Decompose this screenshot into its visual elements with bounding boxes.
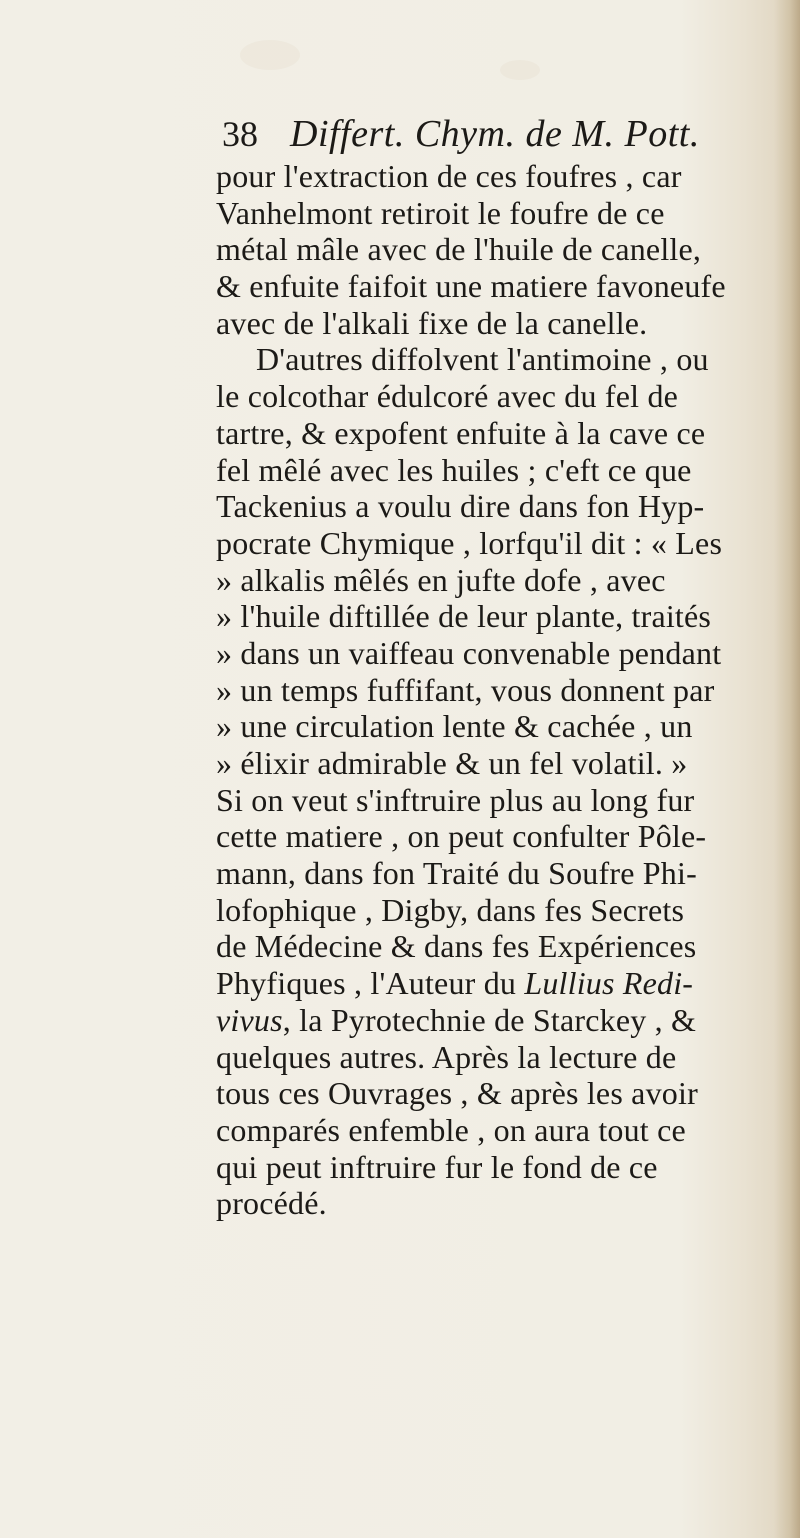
text-line: » un temps fuffifant, vous donnent par	[216, 671, 715, 708]
text-line: & enfuite faifoit une matiere favoneufe	[216, 268, 726, 305]
text-line: comparés enfemble , on aura tout ce	[216, 1111, 686, 1148]
text-line: qui peut inftruire fur le fond de ce	[216, 1148, 658, 1185]
text-line: » une circulation lente & cachée , un	[216, 708, 693, 745]
text-line: mann, dans fon Traité du Soufre Phi-	[216, 855, 697, 892]
text-line: cette matiere , on peut confulter Pôle-	[216, 818, 707, 855]
text-line: Si on veut s'inftruire plus au long fur	[216, 781, 695, 818]
text-line: avec de l'alkali fixe de la canelle.	[216, 304, 648, 341]
text-line: » alkalis mêlés en jufte dofe , avec	[216, 561, 666, 598]
text-line: » dans un vaiffeau convenable pendant	[216, 634, 722, 671]
page-number: 38	[222, 114, 258, 154]
text-line: pocrate Chymique , lorfqu'il dit : « Les	[216, 524, 723, 561]
text-line: de Médecine & dans fes Expériences	[216, 928, 697, 965]
text-line: Tackenius a voulu dire dans fon Hyp-	[216, 488, 705, 525]
page-header	[222, 112, 782, 160]
text-line: procédé.	[216, 1185, 327, 1222]
paper-stain	[500, 60, 540, 80]
text-line: fel mêlé avec les huiles ; c'eft ce que	[216, 451, 692, 488]
text-line: » l'huile diftillée de leur plante, traités	[216, 598, 712, 635]
running-head: Differt. Chym. de M. Pott.	[290, 113, 700, 155]
text-line: vivus, la Pyrotechnie de Starckey , &	[216, 1001, 697, 1038]
text-line: lofophique , Digby, dans fes Secrets	[216, 891, 685, 928]
text-line: tartre, & expofent enfuite à la cave ce	[216, 414, 706, 451]
text-line: pour l'extraction de ces foufres , car	[216, 158, 682, 194]
text-line: quelques autres. Après la lecture de	[216, 1038, 677, 1075]
text-line: » élixir admirable & un fel volatil. »	[216, 745, 688, 781]
text-line: métal mâle avec de l'huile de canelle,	[216, 231, 702, 268]
italic-title: Lullius Redi-	[524, 965, 694, 1002]
text-line-start: Phyfiques , l'Auteur du	[216, 965, 525, 1002]
text-line: le colcothar édulcoré avec du fel de	[216, 378, 679, 415]
text-line	[216, 965, 796, 1002]
body-text	[216, 158, 796, 1222]
paper-stain	[240, 40, 300, 70]
text-line: tous ces Ouvrages , & après les avoir	[216, 1075, 698, 1112]
text-line: Vanhelmont retiroit le foufre de ce	[216, 194, 665, 231]
text-line: D'autres diffolvent l'antimoine , ou	[256, 341, 709, 378]
